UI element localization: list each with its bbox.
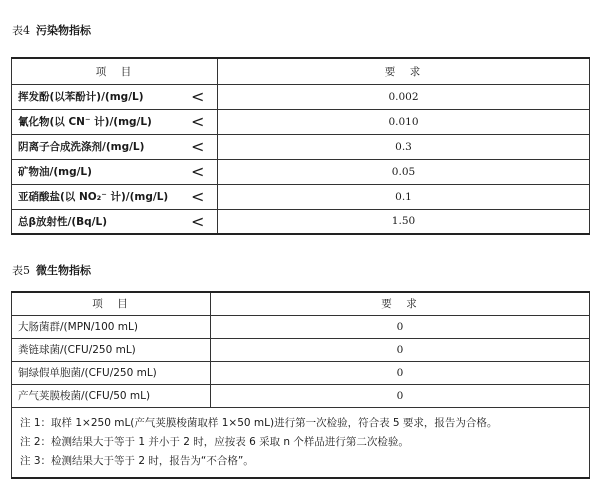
pollutant-indicators-table — [11, 57, 590, 235]
table-row — [12, 109, 590, 134]
row-item: 氰化物(以 CN⁻ 计)/(mg/L) — [12, 109, 190, 134]
row-value: 0.1 — [218, 184, 590, 209]
header-requirement: 要 求 — [211, 292, 590, 315]
row-operator: < — [189, 134, 218, 159]
table-5-title: 微生物指标 — [36, 264, 91, 277]
row-operator: < — [189, 209, 218, 234]
row-value: 0 — [211, 361, 590, 384]
table-row — [12, 209, 590, 234]
row-item: 矿物油/(mg/L) — [12, 159, 190, 184]
table-row — [12, 361, 590, 384]
row-operator: < — [189, 184, 218, 209]
row-operator: < — [189, 84, 218, 109]
row-value: 0.002 — [218, 84, 590, 109]
notes-row — [12, 407, 590, 478]
table-4-number: 表4 — [12, 24, 30, 37]
table-4-caption — [12, 22, 91, 38]
table-header-row — [12, 58, 590, 84]
table-row — [12, 384, 590, 407]
note-3: 注 3：检测结果大于等于 2 时，报告为“不合格”。 — [20, 454, 254, 467]
table-row — [12, 159, 590, 184]
table-4-title: 污染物指标 — [36, 24, 91, 37]
row-value: 0 — [211, 384, 590, 407]
row-item: 铜绿假单胞菌/(CFU/250 mL) — [12, 361, 211, 384]
row-operator: < — [189, 109, 218, 134]
microbial-indicators-table — [11, 291, 590, 479]
row-value: 0 — [211, 338, 590, 361]
table-row — [12, 315, 590, 338]
row-value: 1.50 — [218, 209, 590, 234]
row-item: 挥发酚(以苯酚计)/(mg/L) — [12, 84, 190, 109]
table-5-number: 表5 — [12, 264, 30, 277]
note-2: 注 2：检测结果大于等于 1 并小于 2 时，应按表 6 采取 n 个样品进行第二次检验。 — [20, 435, 409, 448]
row-item: 亚硝酸盐(以 NO₂⁻ 计)/(mg/L) — [12, 184, 190, 209]
row-value: 0.05 — [218, 159, 590, 184]
header-requirement: 要 求 — [218, 58, 590, 84]
table-header-row — [12, 292, 590, 315]
row-item: 阴离子合成洗涤剂/(mg/L) — [12, 134, 190, 159]
row-item: 总β放射性/(Bq/L) — [12, 209, 190, 234]
row-operator: < — [189, 159, 218, 184]
row-item: 产气荚膜梭菌/(CFU/50 mL) — [12, 384, 211, 407]
table-row — [12, 134, 590, 159]
table-row — [12, 184, 590, 209]
table-notes — [12, 407, 590, 478]
row-value: 0.3 — [218, 134, 590, 159]
row-item: 粪链球菌/(CFU/250 mL) — [12, 338, 211, 361]
table-row — [12, 338, 590, 361]
note-1: 注 1：取样 1×250 mL(产气荚膜梭菌取样 1×50 mL)进行第一次检验，符合表 5 要求，报告为合格。 — [20, 416, 498, 429]
row-value: 0 — [211, 315, 590, 338]
header-item: 项 目 — [12, 58, 218, 84]
row-value: 0.010 — [218, 109, 590, 134]
table-5-caption — [12, 262, 91, 278]
table-row — [12, 84, 590, 109]
header-item: 项 目 — [12, 292, 211, 315]
row-item: 大肠菌群/(MPN/100 mL) — [12, 315, 211, 338]
